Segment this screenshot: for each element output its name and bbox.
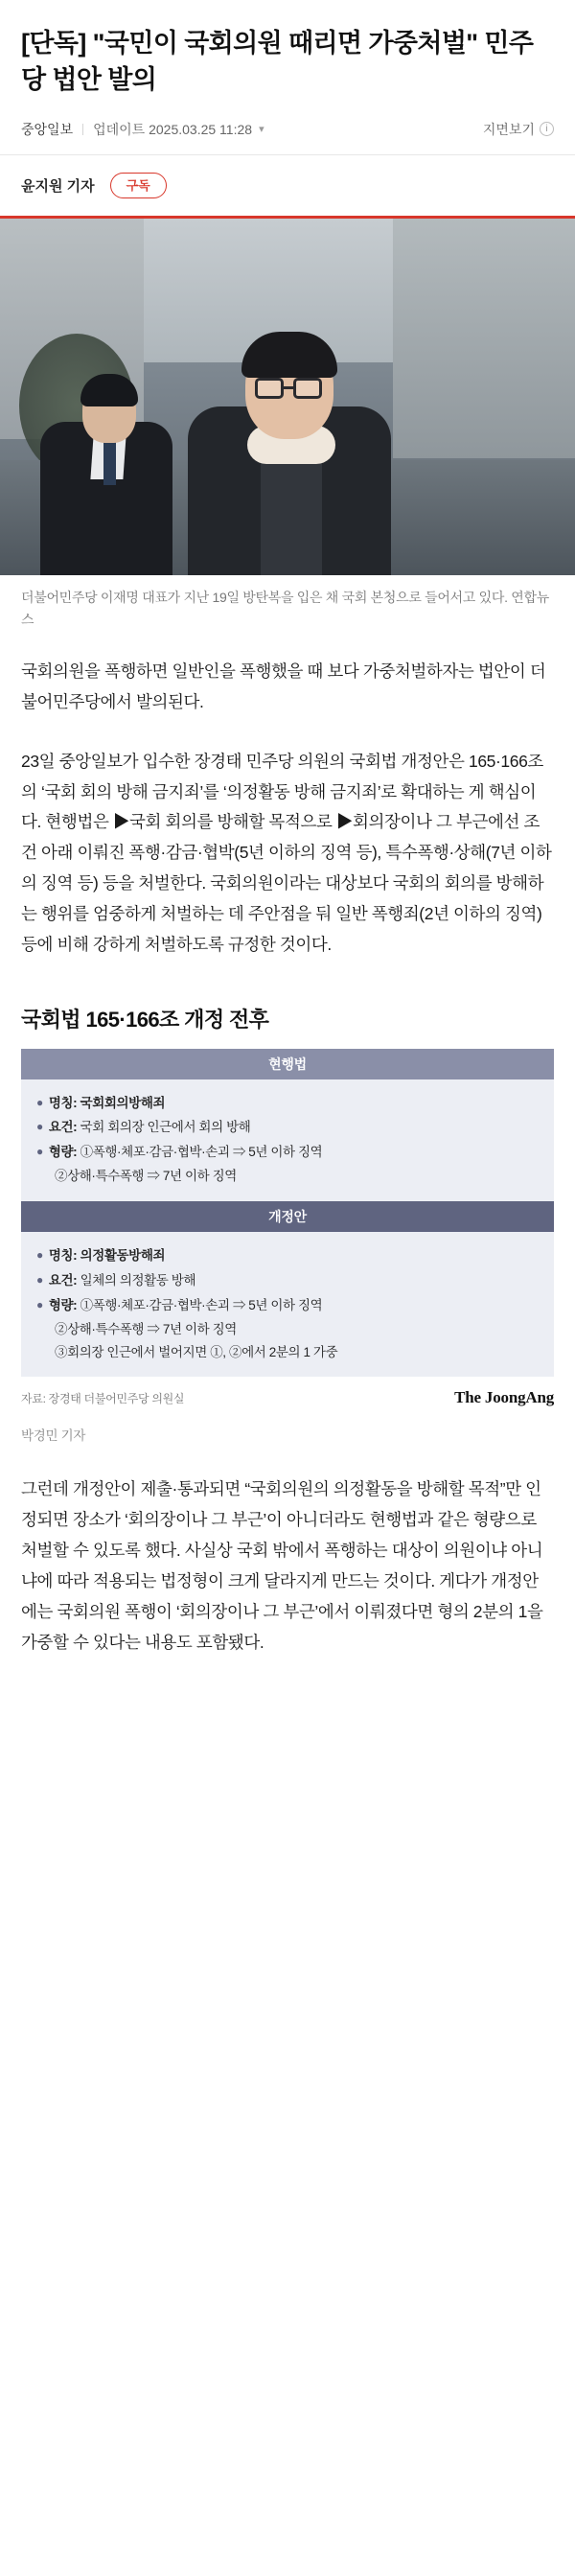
infographic-title: 국회법 165·166조 개정 전후 bbox=[21, 1007, 269, 1032]
meta-divider bbox=[82, 124, 83, 135]
infographic-line-value: 국회 회의장 인근에서 회의 방해 bbox=[80, 1120, 251, 1135]
graphic-credit: 박경민 기자 bbox=[21, 1428, 86, 1444]
bullet-icon: ● bbox=[36, 1248, 43, 1263]
article-hero-photo bbox=[0, 219, 575, 575]
infographic-sublines-amendment bbox=[36, 1318, 539, 1364]
photo-person-right-coat bbox=[261, 453, 322, 575]
infographic-line-value: 국회회의방해죄 bbox=[80, 1095, 166, 1110]
infographic-subline: ③회의장 인근에서 벌어지면 ①, ②에서 2분의 1 가중 bbox=[55, 1344, 338, 1359]
infographic-source: 자료: 장경태 더불어민주당 의원실 bbox=[21, 1391, 185, 1405]
infographic-line-value: ①폭행·체포·감금·협박·손괴 ⇒ 5년 이하 징역 bbox=[80, 1297, 323, 1312]
update-timestamp: 업데이트 2025.03.25 11:28 bbox=[93, 121, 253, 137]
article-body bbox=[0, 651, 575, 961]
subscribe-button[interactable]: 구독 bbox=[110, 173, 167, 199]
article-paragraph-3: 그런데 개정안이 제출·통과되면 “국회의원의 의정활동을 방해할 목적”만 인정되면 장소가 ‘회의장이나 그 부근’이 아니더라도 현행법과 같은 형량으로 처벌할 수 있도록 했다. 사실상 국회 밖에서 폭행하는 대상이 의원이냐 아니냐에 따라 적용되는 법정형이 크게 달라지게 만드는 것이다. 게다가 개정안에는 국회의원 폭행이 ‘회의장이나 그 부근’에서 이뤄졌다면 형의 2분의 1을 가중할 수 있다는 내용도 포함됐다. bbox=[21, 1479, 543, 1652]
infographic-line bbox=[36, 1268, 539, 1293]
bullet-icon: ● bbox=[36, 1297, 43, 1311]
infographic-footer bbox=[21, 1377, 554, 1411]
infographic-line-label: 요건: bbox=[48, 1120, 78, 1135]
photo-building-right bbox=[393, 219, 575, 458]
paper-view-link[interactable]: 지면보기 bbox=[482, 121, 535, 137]
photo-person-left-tie bbox=[104, 439, 116, 485]
article-body-continued bbox=[0, 1469, 575, 1658]
joongang-logo: The JoongAng bbox=[454, 1388, 554, 1407]
infographic-line-value: 일체의 의정활동 방해 bbox=[80, 1272, 196, 1288]
infographic-line-label: 형량: bbox=[48, 1145, 78, 1160]
bullet-icon: ● bbox=[36, 1095, 43, 1109]
infographic-band-current: 현행법 bbox=[21, 1049, 554, 1079]
infographic-line bbox=[36, 1115, 539, 1140]
infographic-line-value: ①폭행·체포·감금·협박·손괴 ⇒ 5년 이하 징역 bbox=[80, 1145, 323, 1160]
bullet-icon: ● bbox=[36, 1272, 43, 1287]
photo-caption: 더불어민주당 이재명 대표가 지난 19일 방탄복을 입은 채 국회 본청으로 들어서고 있다. 연합뉴스 bbox=[21, 590, 549, 627]
infographic-subline: ②상해·특수폭행 ⇒ 7년 이하 징역 bbox=[55, 1321, 237, 1336]
infographic-line bbox=[36, 1091, 539, 1116]
photo-person-right-glasses-bridge bbox=[284, 386, 293, 389]
article-meta bbox=[0, 116, 575, 155]
infographic-line bbox=[36, 1140, 539, 1165]
bullet-icon: ● bbox=[36, 1145, 43, 1159]
photo-person-right-glasses-left bbox=[255, 378, 284, 399]
infographic-subline: ②상해·특수폭행 ⇒ 7년 이하 징역 bbox=[55, 1169, 237, 1184]
infographic-sublines-current bbox=[36, 1165, 539, 1188]
bullet-icon: ● bbox=[36, 1120, 43, 1134]
publisher-name: 중앙일보 bbox=[21, 121, 74, 137]
infographic-line-label: 명칭: bbox=[48, 1248, 78, 1264]
infographic-line-label: 명칭: bbox=[48, 1095, 78, 1110]
infographic-band-amendment: 개정안 bbox=[21, 1201, 554, 1232]
infographic-line-label: 요건: bbox=[48, 1272, 78, 1288]
article-paragraph-1: 국회의원을 폭행하면 일반인을 폭행했을 때 보다 가중처벌하자는 법안이 더불어민주당에서 발의된다. bbox=[21, 661, 546, 711]
infographic bbox=[21, 989, 554, 1412]
page-title: [단독] "국민이 국회의원 때리면 가중처벌" 민주당 법안 발의 bbox=[21, 29, 534, 95]
infographic-line-label: 형량: bbox=[48, 1297, 78, 1312]
photo-person-right-glasses-right bbox=[293, 378, 322, 399]
info-icon[interactable]: i bbox=[540, 122, 554, 136]
article-paragraph-2: 23일 중앙일보가 입수한 장경태 민주당 의원의 국회법 개정안은 165·166조의 ‘국회 회의 방해 금지죄’를 ‘의정활동 방해 금지죄’로 확대하는 게 핵심이다. 현행법은 ▶국회 회의를 방해할 목적으로 ▶회의장이나 그 부근에선 조건 아래 이뤄진 폭행·감금·협박(5년 이하의 징역 등), 특수폭행·상해(7년 이하의 징역 등) 등을 처벌한다. 국회의원이라는 대상보다 국회의 회의를 방해하는 행위를 엄중하게 처벌하는 데 주안점을 둬 일반 폭행죄(2년 이하의 징역) 등에 비해 강하게 처벌하도록 규정한 것이다. bbox=[21, 751, 552, 954]
infographic-line bbox=[36, 1293, 539, 1318]
infographic-line-value: 의정활동방해죄 bbox=[80, 1248, 166, 1264]
infographic-line bbox=[36, 1243, 539, 1268]
reporter-row bbox=[0, 155, 575, 220]
infographic-box-amendment bbox=[21, 1232, 554, 1377]
reporter-name[interactable]: 윤지원 기자 bbox=[21, 177, 95, 195]
infographic-box-current bbox=[21, 1079, 554, 1201]
chevron-down-icon[interactable]: ▾ bbox=[259, 124, 264, 136]
